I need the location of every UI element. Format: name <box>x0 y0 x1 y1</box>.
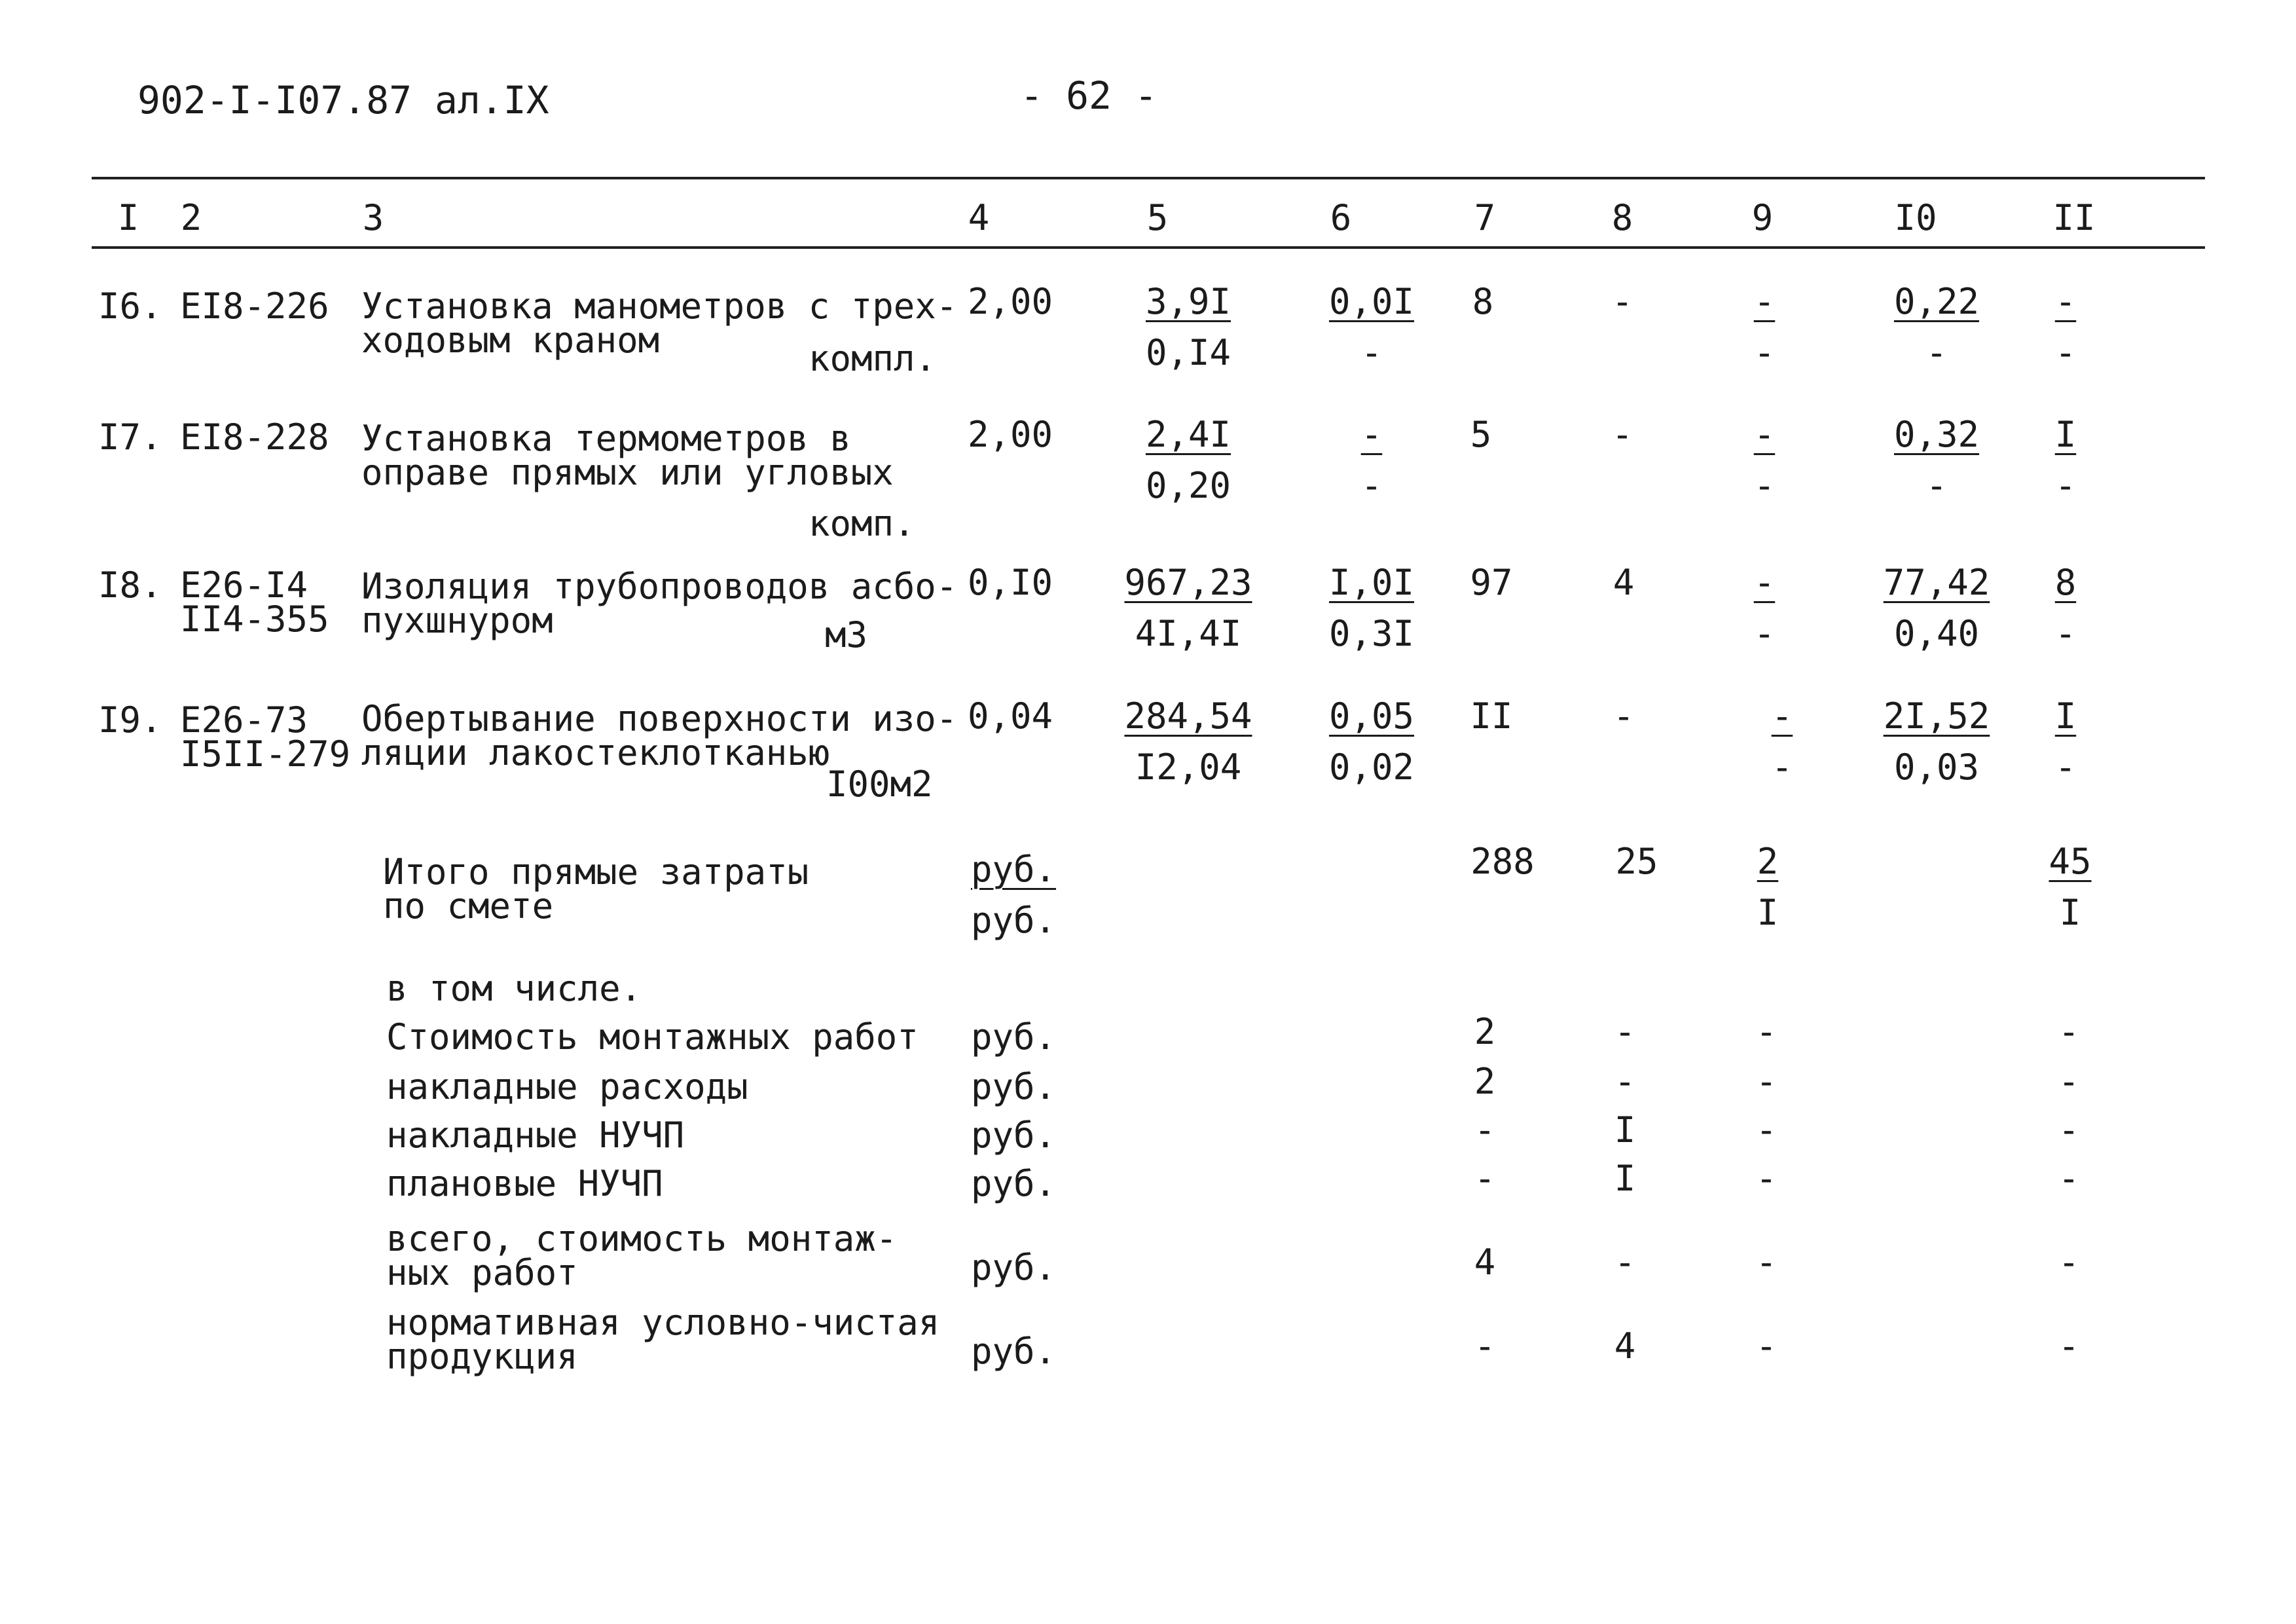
breakdown-unit: руб. <box>971 1066 1057 1107</box>
col5-top: 3,9I <box>1145 281 1231 322</box>
col11-top: - <box>2054 281 2077 322</box>
column-header-3: 3 <box>362 197 384 238</box>
norm-code: EI8-228 <box>180 416 329 458</box>
work-description: Изоляция трубопроводов асбо- <box>361 566 958 607</box>
column-header-2: 2 <box>180 197 202 238</box>
col9-bottom: - <box>1771 747 1793 788</box>
breakdown-col7: - <box>1474 1325 1496 1367</box>
breakdown-label: всего, стоимость монтаж- <box>386 1218 898 1259</box>
col6-value <box>1329 564 1414 652</box>
col5-value <box>1145 281 1231 373</box>
breakdown-unit: руб. <box>971 1163 1057 1204</box>
total-col9-bottom: I <box>1757 892 1779 933</box>
col10-top: 0,22 <box>1893 281 1980 322</box>
breakdown-label: накладные расходы <box>386 1066 748 1107</box>
total-label-line2: по смете <box>383 885 554 927</box>
col10-top: 2I,52 <box>1883 695 1990 737</box>
unit-of-measure: I00м2 <box>826 764 933 805</box>
col6-value <box>1328 281 1415 373</box>
col10-value <box>1893 281 1980 373</box>
unit-of-measure: компл. <box>809 338 937 379</box>
breakdown-unit: руб. <box>971 1331 1057 1372</box>
total-col7: 288 <box>1470 841 1535 882</box>
col6-bottom: - <box>1360 465 1383 506</box>
col5-bottom: I2,04 <box>1135 747 1242 788</box>
col7-value: II <box>1470 695 1513 737</box>
column-header-10: I0 <box>1894 197 1937 238</box>
price-code: II4-355 <box>180 599 329 640</box>
column-header-9: 9 <box>1751 197 1774 238</box>
column-header-7: 7 <box>1474 197 1496 238</box>
col6-value <box>1328 695 1415 788</box>
work-description-line2: ляции лакостеклотканью <box>361 732 830 773</box>
breakdown-col9: - <box>1755 1061 1777 1102</box>
breakdown-col11: - <box>2058 1061 2080 1102</box>
work-description-line2: пухшнуром <box>361 600 553 641</box>
column-header-1: I <box>117 197 139 238</box>
col9-value <box>1771 695 1793 788</box>
col9-top: - <box>1753 562 1776 603</box>
breakdown-col8: - <box>1614 1242 1636 1283</box>
col10-top: 0,32 <box>1893 414 1980 455</box>
quantity: 2,00 <box>968 281 1053 322</box>
unit-of-measure: м3 <box>825 614 868 655</box>
work-description-line2: оправе прямых или угловых <box>361 452 894 493</box>
col6-bottom: 0,02 <box>1328 747 1415 788</box>
breakdown-label-line2: продукция <box>386 1336 578 1377</box>
col5-value <box>1124 695 1252 788</box>
norm-code: E26-I4 <box>180 564 308 606</box>
breakdown-label-line2: ных работ <box>386 1252 578 1293</box>
col6-bottom: 0,3I <box>1328 613 1415 654</box>
breakdown-unit: руб. <box>971 1115 1057 1156</box>
column-header-8: 8 <box>1611 197 1633 238</box>
breakdown-col11: - <box>2058 1011 2080 1052</box>
col6-top: 0,0I <box>1328 281 1415 322</box>
breakdown-col7: - <box>1474 1158 1496 1199</box>
breakdown-col9: - <box>1755 1011 1777 1052</box>
col5-top: 967,23 <box>1124 562 1252 603</box>
col5-top: 284,54 <box>1124 695 1252 737</box>
col9-value <box>1754 564 1776 652</box>
norm-code: E26-73 <box>180 699 308 741</box>
table-top-rule <box>92 177 2205 179</box>
row-number: I6. <box>98 286 162 327</box>
breakdown-label: Стоимость монтажных работ <box>386 1016 919 1058</box>
col10-bottom: - <box>1925 332 1948 373</box>
col9-value <box>1753 281 1776 373</box>
total-unit-line2: руб. <box>971 900 1057 941</box>
breakdown-col7: 2 <box>1474 1061 1496 1102</box>
breakdown-col8: - <box>1614 1011 1636 1052</box>
col8-value: - <box>1611 281 1633 322</box>
breakdown-col11: - <box>2058 1158 2080 1199</box>
quantity: 0,04 <box>968 695 1053 737</box>
col10-value <box>1884 564 1990 652</box>
breakdown-label: накладные НУЧП <box>386 1115 685 1156</box>
price-code: I5II-279 <box>180 733 351 775</box>
total-col11-bottom: I <box>2059 892 2081 933</box>
col7-value: 5 <box>1470 414 1492 455</box>
col10-top: 77,42 <box>1883 562 1990 603</box>
col6-top: - <box>1360 414 1383 455</box>
row-number: I9. <box>98 699 162 741</box>
column-header-6: 6 <box>1330 197 1352 238</box>
table-header-rule <box>92 246 2205 249</box>
total-unit: руб. <box>971 849 1057 890</box>
work-description: Установка термометров в <box>361 418 851 459</box>
col11-bottom: - <box>2054 747 2077 788</box>
breakdown-col8: 4 <box>1614 1325 1636 1367</box>
breakdown-col9: - <box>1755 1242 1777 1283</box>
breakdown-label: нормативная условно-чистая <box>386 1302 940 1343</box>
breakdown-col11: - <box>2058 1242 2080 1283</box>
breakdown-col11: - <box>2058 1325 2080 1367</box>
col11-top: I <box>2054 414 2077 455</box>
work-description: Обертывание поверхности изо- <box>361 698 958 739</box>
col11-value <box>2054 695 2077 788</box>
quantity: 0,I0 <box>968 562 1053 603</box>
col10-bottom: 0,03 <box>1893 747 1980 788</box>
row-number: I7. <box>98 416 162 458</box>
column-header-4: 4 <box>968 197 990 238</box>
col6-bottom: - <box>1360 332 1383 373</box>
col9-top: - <box>1771 695 1793 737</box>
col9-bottom: - <box>1753 332 1776 373</box>
col11-bottom: - <box>2054 332 2077 373</box>
col9-top: - <box>1753 414 1776 455</box>
col7-value: 8 <box>1472 281 1494 322</box>
col8-value: - <box>1613 695 1635 737</box>
breakdown-col7: 2 <box>1474 1011 1496 1052</box>
col5-bottom: 4I,4I <box>1135 613 1242 654</box>
col11-value <box>2055 564 2077 652</box>
work-description: Установка манометров с трех- <box>361 286 958 327</box>
col11-bottom: - <box>2054 465 2077 506</box>
col7-value: 97 <box>1470 562 1513 603</box>
col10-bottom: - <box>1925 465 1948 506</box>
column-header-5: 5 <box>1146 197 1169 238</box>
col6-value <box>1361 416 1383 504</box>
col11-top: I <box>2054 695 2077 737</box>
breakdown-unit: руб. <box>971 1247 1057 1288</box>
col10-value <box>1883 695 1990 788</box>
col5-value <box>1124 564 1252 652</box>
col5-bottom: 0,I4 <box>1145 332 1231 373</box>
col9-value <box>1754 416 1776 504</box>
col5-top: 2,4I <box>1145 414 1231 455</box>
quantity: 2,00 <box>968 414 1053 455</box>
col5-bottom: 0,20 <box>1145 465 1231 506</box>
breakdown-col9: - <box>1755 1158 1777 1199</box>
breakdown-col7: - <box>1474 1109 1496 1151</box>
breakdown-col11: - <box>2058 1109 2080 1151</box>
total-col11-top: 45 <box>2049 841 2092 882</box>
breakdown-label: плановые НУЧП <box>386 1163 663 1204</box>
breakdown-col7: 4 <box>1474 1242 1496 1283</box>
breakdown-col8: - <box>1614 1061 1636 1102</box>
document-code: 902-I-I07.87 ал.IX <box>137 78 549 122</box>
breakdown-col8: I <box>1614 1158 1636 1199</box>
col5-value <box>1146 416 1231 504</box>
work-description-line2: ходовым краном <box>361 320 660 361</box>
col8-value: 4 <box>1613 562 1635 603</box>
row-number: I8. <box>98 564 162 606</box>
total-col9-top: 2 <box>1757 841 1779 882</box>
col9-bottom: - <box>1753 613 1776 654</box>
breakdown-col8: I <box>1614 1109 1636 1151</box>
total-col8: 25 <box>1615 841 1658 882</box>
page-number: - 62 - <box>1020 73 1157 118</box>
column-header-11: II <box>2052 197 2096 238</box>
including-label: в том числе. <box>386 968 642 1009</box>
col10-bottom: 0,40 <box>1893 613 1980 654</box>
col11-bottom: - <box>2054 613 2077 654</box>
breakdown-col9: - <box>1755 1109 1777 1151</box>
col10-value <box>1894 416 1979 504</box>
col11-value <box>2054 281 2077 373</box>
breakdown-unit: руб. <box>971 1016 1057 1058</box>
col9-top: - <box>1753 281 1776 322</box>
unit-of-measure: комп. <box>809 503 915 544</box>
col11-top: 8 <box>2054 562 2077 603</box>
col11-value <box>2055 416 2077 504</box>
norm-code: EI8-226 <box>180 286 329 327</box>
col6-top: 0,05 <box>1328 695 1415 737</box>
total-label: Итого прямые затраты <box>383 851 809 893</box>
col6-top: I,0I <box>1328 562 1415 603</box>
breakdown-col9: - <box>1755 1325 1777 1367</box>
col9-bottom: - <box>1753 465 1776 506</box>
total-col11 <box>2049 843 2091 931</box>
total-col9 <box>1757 843 1779 931</box>
col8-value: - <box>1611 414 1633 455</box>
